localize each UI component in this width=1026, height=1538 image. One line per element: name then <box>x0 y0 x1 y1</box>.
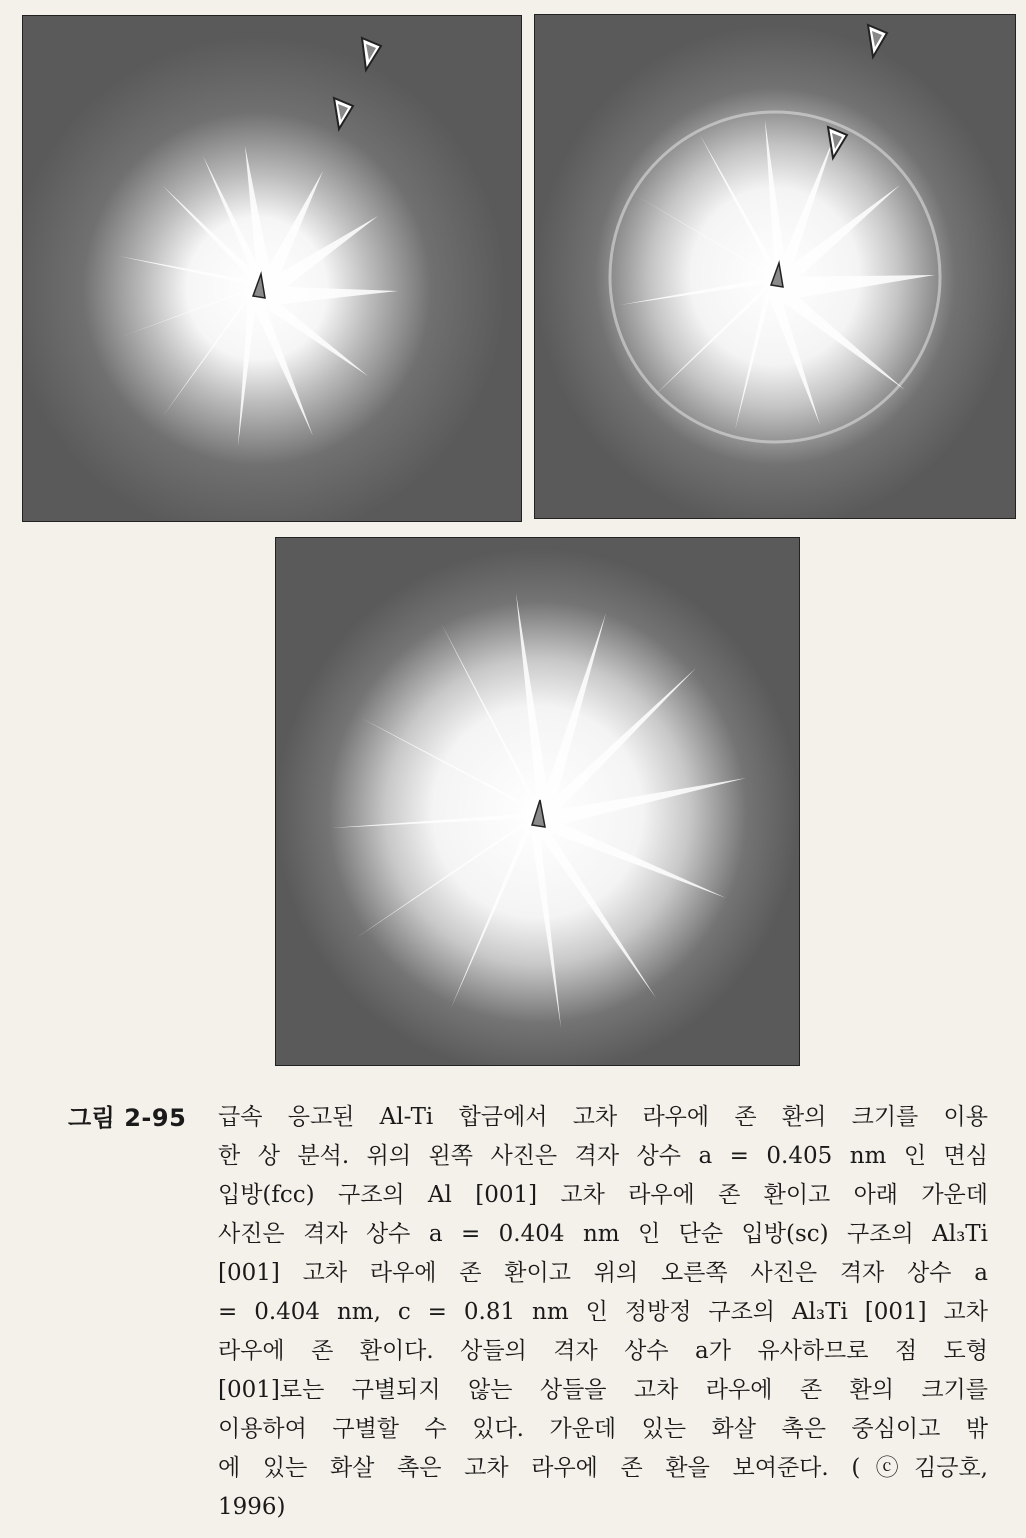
caption-line: = 0.404 nm, c = 0.81 nm 인 정방정 구조의 Al₃Ti [001] 고차 <box>218 1299 988 1325</box>
caption-line: 입방(fcc) 구조의 Al [001] 고차 라우에 존 환이고 아래 가운데 <box>218 1182 988 1208</box>
caption-text <box>218 1098 988 1527</box>
photo-sc-al3ti-holz <box>275 537 800 1066</box>
caption-line: 라우에 존 환이다. 상들의 격자 상수 a가 유사하므로 점 도형 <box>218 1338 988 1364</box>
caption-line: 한 상 분석. 위의 왼쪽 사진은 격자 상수 a = 0.405 nm 인 면심 <box>218 1143 988 1169</box>
diffraction-pattern-tetragonal <box>535 15 1015 518</box>
caption-line: [001] 고차 라우에 존 환이고 위의 오른쪽 사진은 격자 상수 a <box>218 1260 988 1286</box>
caption-line: 급속 응고된 Al-Ti 합금에서 고차 라우에 존 환의 크기를 이용 <box>218 1104 988 1130</box>
caption-line: 에 있는 화살 촉은 고차 라우에 존 환을 보여준다. (ⓒ김긍호, <box>218 1455 988 1481</box>
diffraction-pattern-fcc <box>23 16 521 521</box>
caption-line: [001]로는 구별되지 않는 상들을 고차 라우에 존 환의 크기를 <box>218 1377 988 1403</box>
diffraction-pattern-sc <box>276 538 799 1065</box>
caption-line: 1996) <box>218 1494 286 1520</box>
figure-label: 그림 2-95 <box>68 1104 187 1132</box>
caption-line: 이용하여 구별할 수 있다. 가운데 있는 화살 촉은 중심이고 밖 <box>218 1416 988 1442</box>
photo-fcc-al-holz <box>22 15 522 522</box>
caption-line: 사진은 격자 상수 a = 0.404 nm 인 단순 입방(sc) 구조의 Al₃Ti <box>218 1221 988 1247</box>
photo-tetragonal-al3ti-holz <box>534 14 1016 519</box>
